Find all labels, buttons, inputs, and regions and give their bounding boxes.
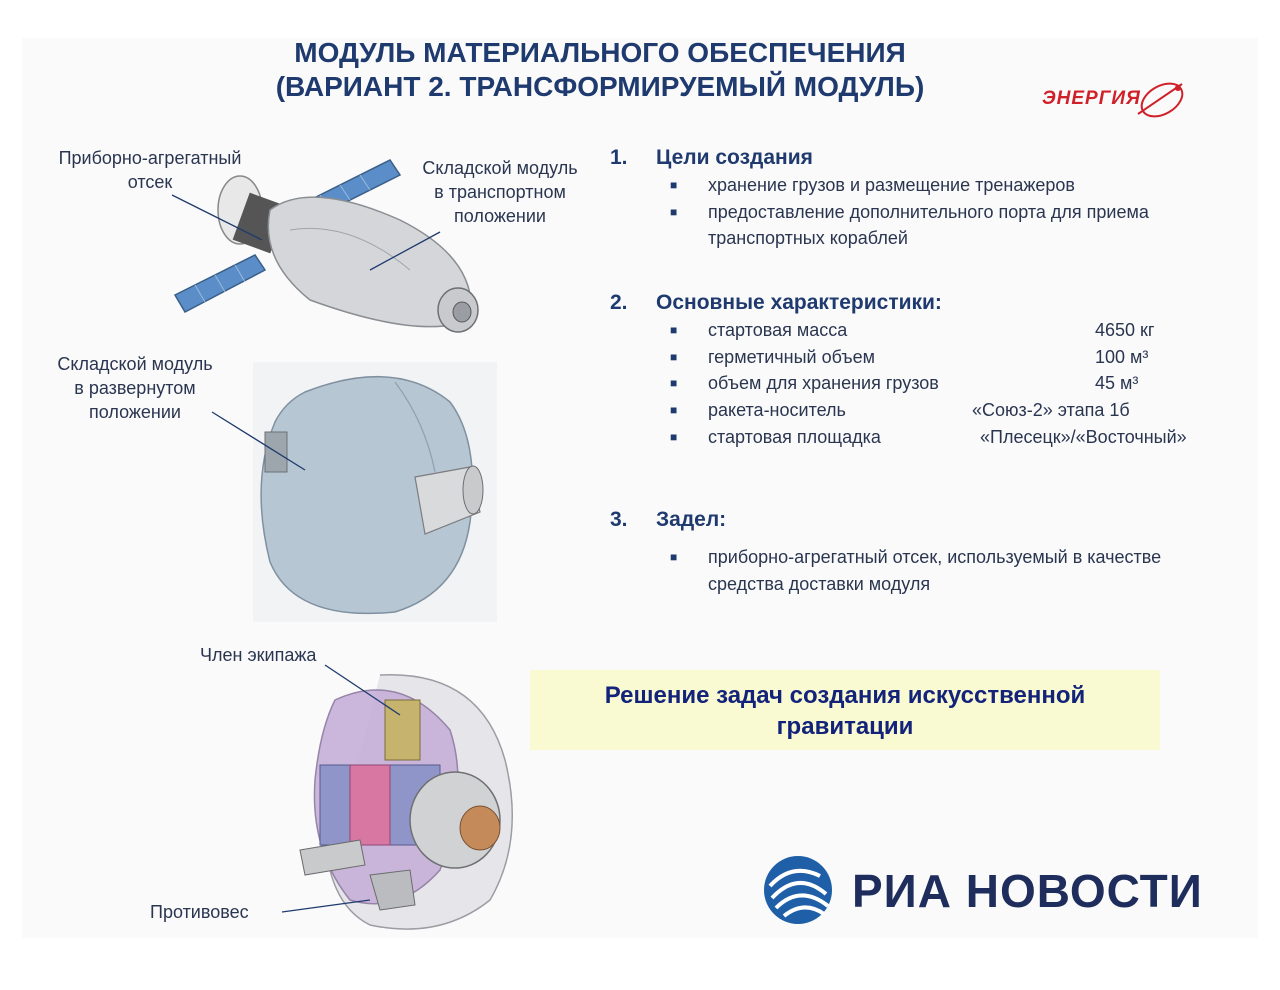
bullet-icon: ■ (670, 205, 678, 219)
ria-novosti-logo (762, 850, 1222, 930)
list-item-text: хранение грузов и размещение тренажеров (708, 175, 1075, 195)
highlight-line2: гравитации (776, 713, 914, 740)
list-item-text: средства доставки модуля (708, 574, 931, 594)
list-item-text: приборно-агрегатный отсек, используемый в качестве (708, 547, 1162, 567)
section-2-title: Основные характеристики: (656, 291, 942, 314)
spec-value: 100 м³ (1095, 347, 1149, 367)
label-storage-transport (405, 156, 595, 228)
bullet-icon: ■ (670, 376, 678, 390)
spec-name: стартовая площадка (708, 427, 881, 447)
label-instrument-compartment (40, 146, 260, 194)
title-line-1: МОДУЛЬ МАТЕРИАЛЬНОГО ОБЕСПЕЧЕНИЯ (294, 37, 906, 68)
ria-globe-icon (762, 850, 842, 930)
highlight-box (530, 670, 1160, 750)
ria-novosti-text: РИА НОВОСТИ (852, 865, 1203, 917)
spec-name: ракета-носитель (708, 400, 846, 420)
spec-name: объем для хранения грузов (708, 373, 939, 393)
section-1-title: Цели создания (656, 146, 813, 169)
bullet-icon: ■ (670, 178, 678, 192)
label-storage-transport-line1: Складской модуль (422, 158, 578, 178)
label-storage-transport-line3: положении (454, 206, 546, 226)
section-3-title: Задел: (656, 508, 727, 531)
spec-value: 45 м³ (1095, 373, 1139, 393)
highlight-line1: Решение задач создания искусственной (604, 682, 1086, 709)
label-storage-deployed-line1: Складской модуль (57, 354, 213, 374)
label-instrument-line2: отсек (127, 172, 173, 192)
bullet-icon: ■ (670, 403, 678, 417)
section-2-heading (610, 291, 942, 315)
spec-name: стартовая масса (708, 320, 848, 340)
title-line-2: (ВАРИАНТ 2. ТРАНСФОРМИРУЕМЫЙ МОДУЛЬ) (275, 71, 925, 102)
label-counterweight: Противовес (150, 902, 249, 922)
label-storage-transport-line2: в транспортном (434, 182, 566, 202)
section-2-number: 2. (610, 291, 628, 314)
bullet-icon: ■ (670, 550, 678, 564)
spec-value: 4650 кг (1095, 320, 1155, 340)
section-1-heading (610, 146, 813, 170)
spec-value: «Союз-2» этапа 1б (972, 400, 1130, 420)
label-instrument-line1: Приборно-агрегатный (58, 148, 242, 168)
section-1-number: 1. (610, 146, 628, 169)
label-storage-deployed (40, 352, 230, 424)
spec-value: «Плесецк»/«Восточный» (980, 427, 1187, 447)
section-3-number: 3. (610, 508, 628, 531)
section-3-heading (610, 508, 726, 532)
label-storage-deployed-line2: в развернутом (74, 378, 196, 398)
label-storage-deployed-line3: положении (89, 402, 181, 422)
spec-name: герметичный объем (708, 347, 875, 367)
energia-logo-text: ЭНЕРГИЯ (1042, 88, 1141, 109)
bullet-icon: ■ (670, 323, 678, 337)
bullet-icon: ■ (670, 350, 678, 364)
list-item-text: предоставление дополнительного порта для приема (708, 202, 1149, 222)
list-item-text: транспортных кораблей (708, 228, 908, 248)
label-crew-member: Член экипажа (200, 645, 317, 665)
bullet-icon: ■ (670, 430, 678, 444)
